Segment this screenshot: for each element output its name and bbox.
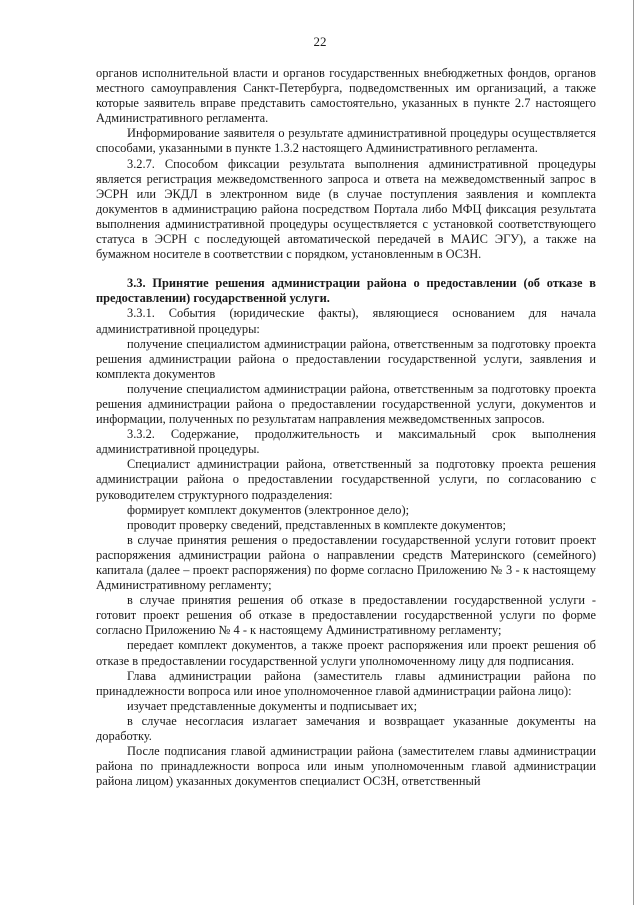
page-number: 22 <box>313 34 327 49</box>
paragraph-transfers: передает комплект документов, а также проект распоряжения или проект решения об отказе в предоставлении государственной услуги уполномоченному лицу для подписания. <box>96 638 596 668</box>
paragraph-forms-set: формирует комплект документов (электронное дело); <box>127 502 410 517</box>
paragraph-grant-case: в случае принятия решения о предоставлении государственной услуги готовит проект распоряжения администрации района о направлении средств Материнского (семейного) капитала (далее – проект распоряжения) по форме согласно Приложению № 3 - к настоящему Административному регламенту; <box>96 532 596 593</box>
paragraph-specialist: Специалист администрации района, ответственный за подготовку проекта решения администрации района о предоставлении государственной услуги, по согласованию с руководителем структурного подразделения: <box>96 457 596 502</box>
scan-edge-line <box>633 0 634 905</box>
document-body <box>96 66 596 789</box>
paragraph-3-2-7: 3.2.7. Способом фиксации результата выполнения административной процедуры является регистрация межведомственного запроса и ответа на межведомственный запрос в ЭСРН или ЭКДЛ в электронном виде (в случае поступления заявления и комплекта документов в администрацию района посредством Портала либо МФЦ фиксация результата выполнения административной процедуры осуществляется с установкой соответствующего статуса в ЭСРН с последующей автоматической передачей в МАИС ЭГУ), а также на бумажном носителе в соответствии с порядком, установленным в ОСЗН. <box>96 156 596 262</box>
paragraph-3-3-2: 3.3.2. Содержание, продолжительность и максимальный срок выполнения административной процедуры. <box>96 427 596 457</box>
paragraph-checks: проводит проверку сведений, представленных в комплекте документов; <box>127 517 506 532</box>
paragraph-disagreement: в случае несогласия излагает замечания и возвращает указанные документы на доработку. <box>96 713 596 744</box>
paragraph-informing: Информирование заявителя о результате административной процедуры осуществляется способами, указанными в пункте 1.3.2 настоящего Административного регламента. <box>96 126 596 156</box>
paragraph-head: Глава администрации района (заместитель главы администрации района по принадлежности вопроса или иное уполномоченное главой администрации района лицо): <box>96 668 596 698</box>
paragraph-receipt-1: получение специалистом администрации района, ответственным за подготовку проекта решения администрации района о предоставлении государственной услуги, заявления и комплекта документов <box>96 336 596 381</box>
paragraph-refuse-case: в случае принятия решения об отказе в предоставлении государственной услуги - готовит проект решения об отказе в предоставлении государственной услуги по форме согласно Приложению № 4 - к настоящему Административному регламенту; <box>96 593 596 638</box>
paragraph-3-3-1: 3.3.1. События (юридические факты), являющиеся основанием для начала административной процедуры: <box>96 306 596 336</box>
paragraph-studies: изучает представленные документы и подписывает их; <box>127 698 418 713</box>
paragraph-after-signing: После подписания главой администрации района (заместителем главы администрации района по принадлежности вопроса или иным уполномоченным главой администрации района лицом) указанных документов специалист ОСЗН, ответственный <box>96 744 596 789</box>
paragraph-continuation: органов исполнительной власти и органов государственных внебюджетных фондов, органов местного самоуправления Санкт-Петербурга, подведомственных им организаций, а также которые заявитель вправе представить самостоятельно, указанных в пункте 2.7 настоящего Административного регламента. <box>96 66 596 126</box>
section-heading-3-3: 3.3. Принятие решения администрации района о предоставлении (об отказе в предоставлении) государственной услуги. <box>96 276 596 306</box>
paragraph-receipt-2: получение специалистом администрации района, ответственным за подготовку проекта решения администрации района о предоставлении государственной услуги, документов и информации, полученных по результатам направления межведомственных запросов. <box>96 381 596 427</box>
